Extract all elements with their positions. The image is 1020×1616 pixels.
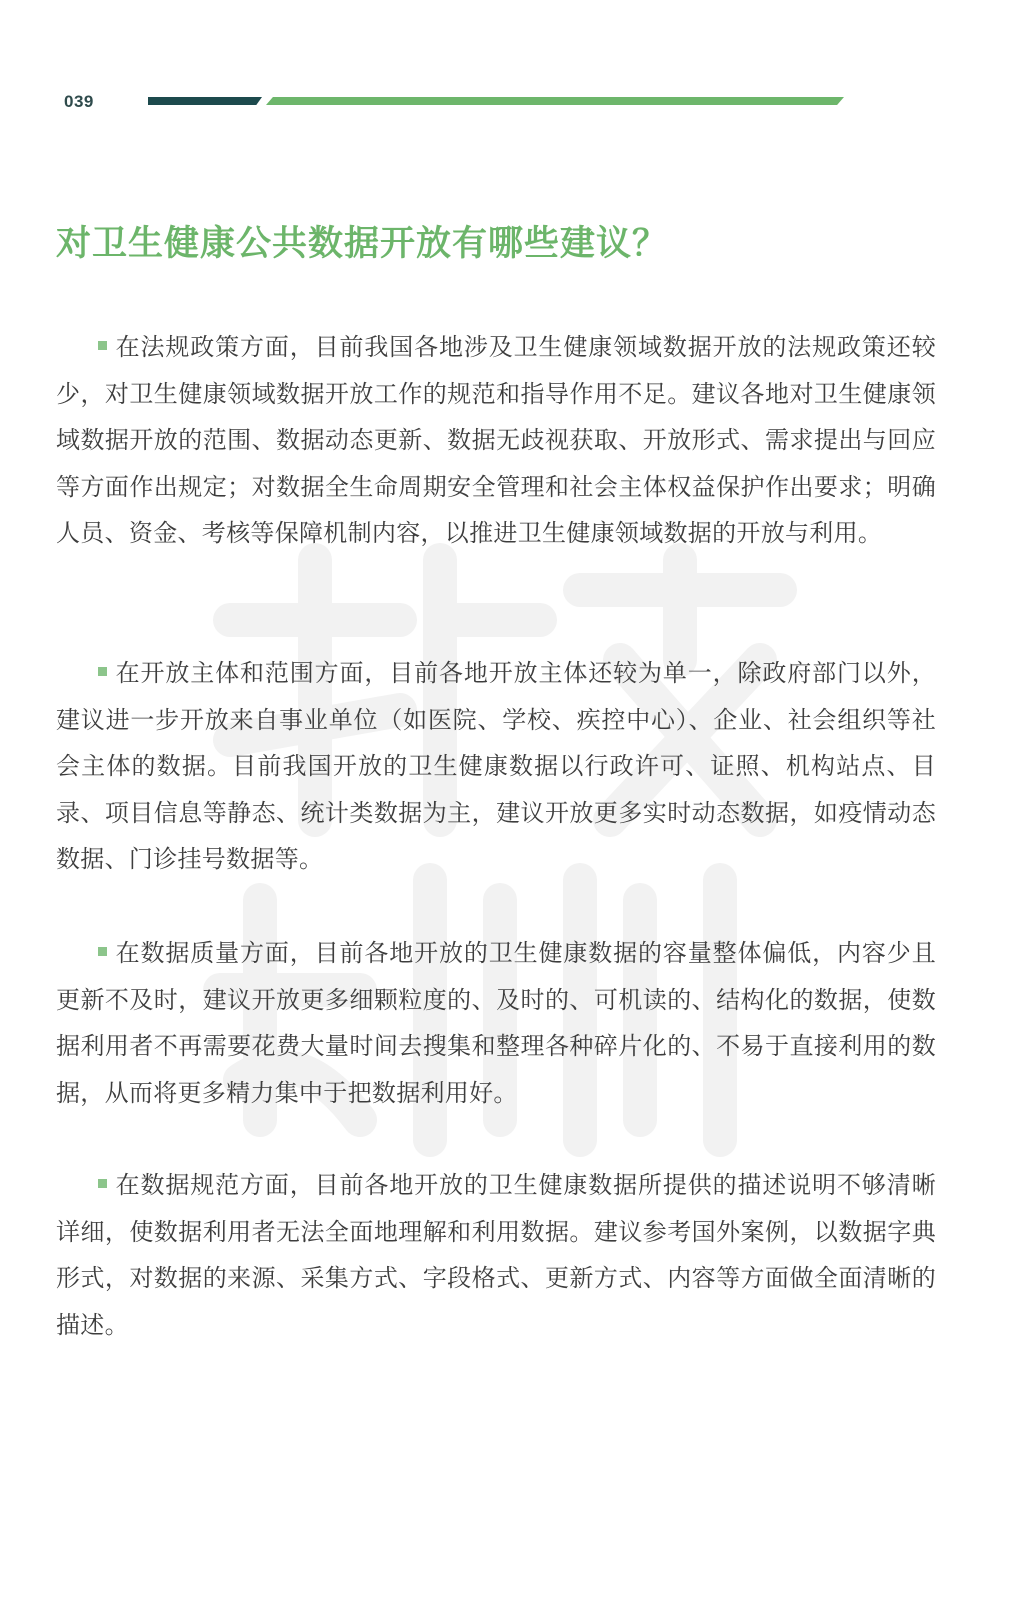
recommendation-text: 在数据规范方面，目前各地开放的卫生健康数据所提供的描述说明不够清晰详细，使数据利用者无法全面地理解和利用数据。建议参考国外案例，以数据字典形式，对数据的来源、采集方式、字段格式、更新方式、内容等方面做全面清晰的描述。: [56, 1171, 936, 1339]
recommendation-quality: [56, 930, 936, 1116]
recommendation-standards: [56, 1162, 936, 1348]
recommendation-regulation: [56, 324, 936, 557]
header-bar-green: [266, 97, 844, 105]
recommendation-text: 在法规政策方面，目前我国各地涉及卫生健康领域数据开放的法规政策还较少，对卫生健康领域数据开放工作的规范和指导作用不足。建议各地对卫生健康领域数据开放的范围、数据动态更新、数据无歧视获取、开放形式、需求提出与回应等方面作出规定；对数据全生命周期安全管理和社会主体权益保护作出要求；明确人员、资金、考核等保障机制内容，以推进卫生健康领域数据的开放与利用。: [56, 333, 936, 548]
recommendation-text: 在数据质量方面，目前各地开放的卫生健康数据的容量整体偏低，内容少且更新不及时，建议开放更多细颗粒度的、及时的、可机读的、结构化的数据，使数据利用者不再需要花费大量时间去搜集和整理各种碎片化的、不易于直接利用的数据，从而将更多精力集中于把数据利用好。: [56, 939, 936, 1107]
bullet-icon: [98, 947, 107, 956]
recommendation-text: 在开放主体和范围方面，目前各地开放主体还较为单一，除政府部门以外，建议进一步开放来自事业单位（如医院、学校、疾控中心）、企业、社会组织等社会主体的数据。目前我国开放的卫生健康数据以行政许可、证照、机构站点、目录、项目信息等静态、统计类数据为主，建议开放更多实时动态数据，如疫情动态数据、门诊挂号数据等。: [56, 659, 936, 874]
page-title: 对卫生健康公共数据开放有哪些建议？: [56, 224, 669, 264]
header-bar-dark: [148, 97, 262, 105]
bullet-icon: [98, 1179, 107, 1188]
bullet-icon: [98, 667, 107, 676]
recommendation-scope: [56, 650, 936, 883]
bullet-icon: [98, 341, 107, 350]
page-number: 039: [64, 92, 94, 111]
